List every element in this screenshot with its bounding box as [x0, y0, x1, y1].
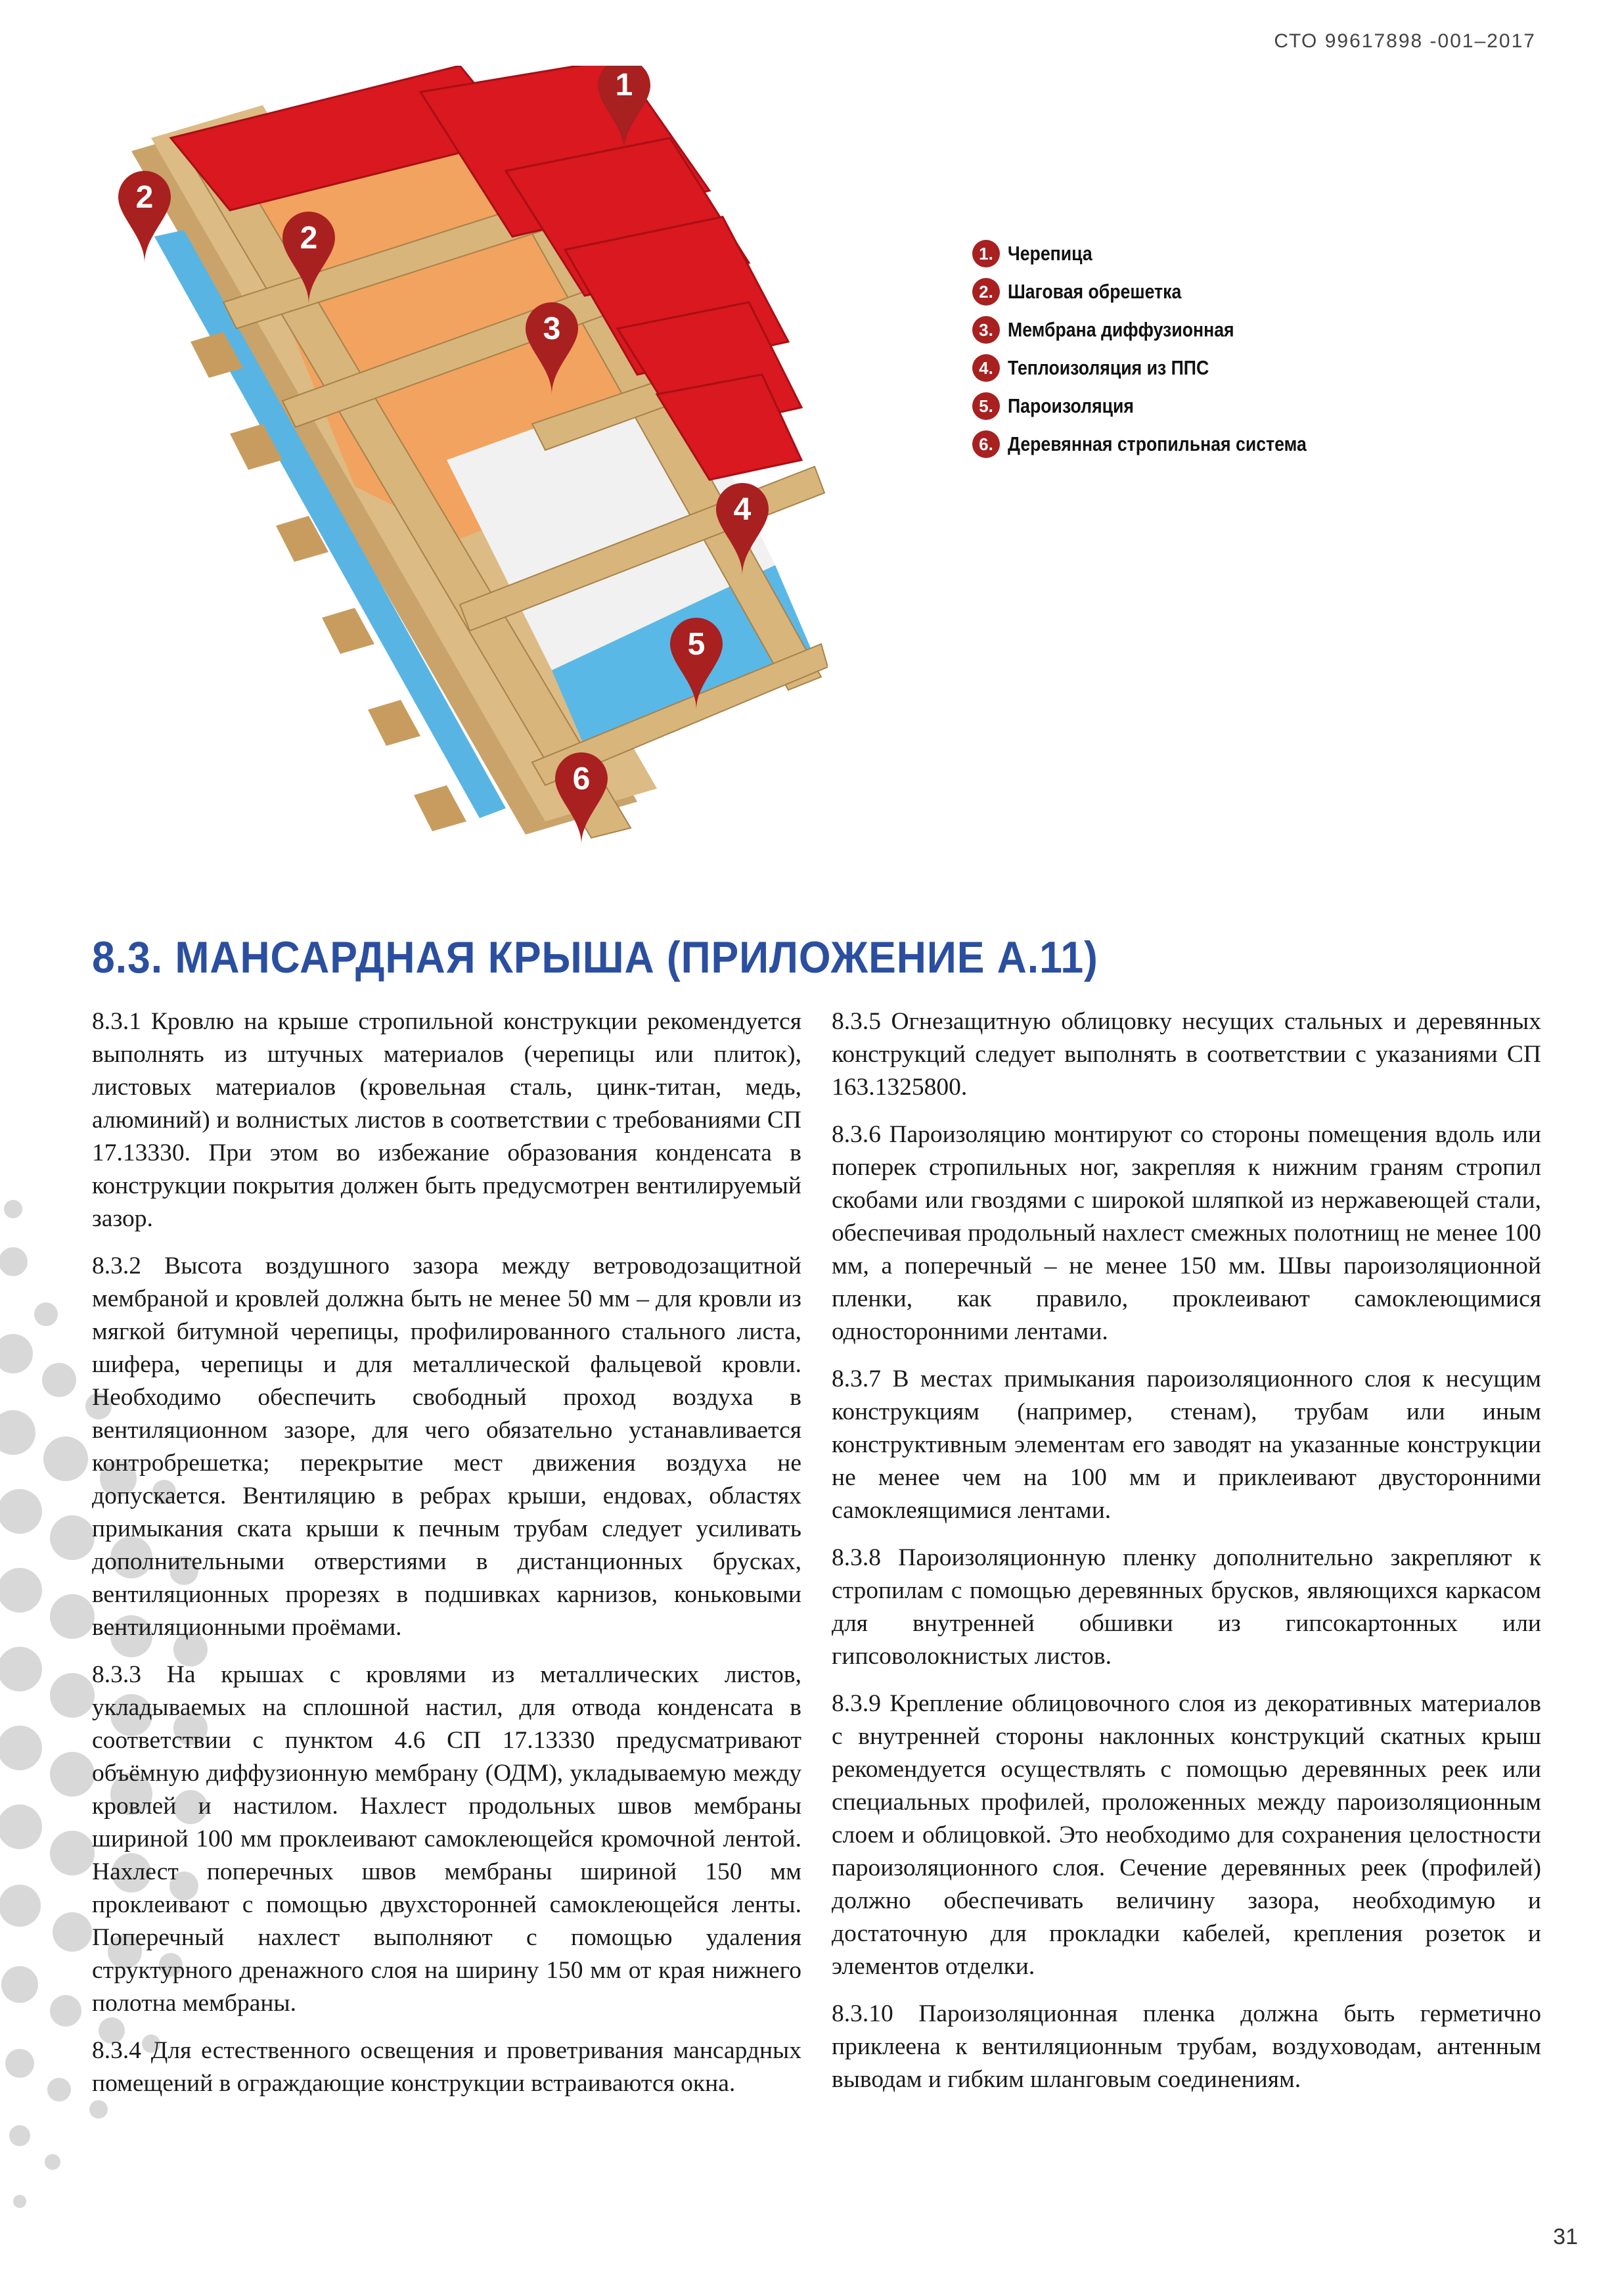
legend: [972, 235, 1355, 463]
paragraph-8-3-6: 8.3.6 Пароизоляцию монтируют со стороны помещения вдоль или поперек стропильных ног, закрепляя к нижним граням стропил скобами или гвоздями с широкой шляпкой из нержавеющей стали, обеспечивая продольный нахлест смежных полотнищ не менее 100 мм, а поперечный – не менее 150 мм. Швы пароизоляционной пленки, как правило, проклеивают самоклеющимися односторонними лентами.: [832, 1121, 1541, 1345]
right-column: [832, 1005, 1541, 2111]
paragraph-8-3-5: 8.3.5 Огнезащитную облицовку несущих стальных и деревянных конструкций следует выполнять в соответствии с указаниями СП 163.1325800.: [832, 1008, 1541, 1101]
legend-number: 2.: [972, 278, 1000, 306]
roof-diagram: [92, 66, 828, 887]
paragraph-8-3-9: 8.3.9 Крепление облицовочного слоя из декоративных материалов с внутренней стороны наклонных конструкций скатных крыш рекомендуется осуществлять с помощью деревянных реек или специальных профилей, проложенных между пароизоляционным слоем и облицовкой. Это необходимо для сохранения целостности пароизоляционного слоя. Сечение деревянных реек (профилей) должно обеспечивать величину зазора, необходимую и достаточную для прокладки кабелей, крепления розеток и элементов отделки.: [832, 1690, 1541, 1980]
legend-number: 4.: [972, 354, 1000, 382]
paragraph-8-3-10: 8.3.10 Пароизоляционная пленка должна быть герметично приклеена к вентиляционным трубам, воздуховодам, антенным выводам и гибким шланговым соединениям.: [832, 2000, 1541, 2093]
legend-number: 6.: [972, 430, 1000, 458]
legend-label: Деревянная стропильная система: [1008, 432, 1307, 455]
marker-3-label: 3: [543, 311, 561, 346]
legend-item: [972, 425, 1355, 463]
section-title: 8.3. МАНСАРДНАЯ КРЫША (ПРИЛОЖЕНИЕ А.11): [92, 932, 1098, 982]
page-number: 31: [1553, 2224, 1578, 2249]
marker-5-label: 5: [687, 627, 706, 662]
legend-label: Черепица: [1008, 242, 1092, 265]
legend-number: 5.: [972, 392, 1000, 420]
legend-item: [972, 349, 1355, 387]
marker-6-label: 6: [572, 762, 591, 796]
paragraph-8-3-7: 8.3.7 В местах примыкания пароизоляционного слоя к несущим конструкциям (например, стенам), трубам или иным конструктивным элементам его заводят на указанные конструкции не менее чем на 100 мм и приклеивают двусторонними самоклеящимися лентами.: [832, 1366, 1541, 1524]
marker-1-label: 1: [615, 68, 633, 103]
legend-label: Шаговая обрешетка: [1008, 280, 1182, 303]
marker-4-label: 4: [733, 492, 752, 527]
legend-number: 1.: [972, 240, 1000, 267]
marker-2-left-label: 2: [135, 180, 154, 215]
left-column: [92, 1005, 801, 2115]
paragraph-8-3-8: 8.3.8 Пароизоляционную пленку дополнительно закрепляют к стропилам с помощью деревянных брусков, являющихся каркасом для внутренней обшивки из гипсокартонных или гипсоволокнистых листов.: [832, 1544, 1541, 1670]
paragraph-8-3-4: 8.3.4 Для естественного освещения и проветривания мансардных помещений в ограждающие конструкции встраиваются окна.: [92, 2037, 801, 2097]
legend-item: [972, 235, 1355, 273]
paragraph-8-3-3: 8.3.3 На крышах с кровлями из металлических листов, укладываемых на сплошной настил, для отвода конденсата в соответствии с пунктом 4.6 СП 17.13330 предусматривают объёмную диффузионную мембрану (ОДМ), укладываемую между кровлей и настилом. Нахлест продольных швов мембраны шириной 100 мм проклеивают самоклеющейся кромочной лентой. Нахлест поперечных швов мембраны шириной 150 мм проклеивают с помощью двухсторонней самоклеющейся ленты. Поперечный нахлест выполняют с помощью удаления структурного дренажного слоя на ширину 150 мм от края нижнего полотна мембраны.: [92, 1661, 801, 2017]
legend-item: [972, 311, 1355, 349]
paragraph-8-3-1: 8.3.1 Кровлю на крыше стропильной конструкции рекомендуется выполнять из штучных материалов (черепицы или плиток), листовых материалов (кровельная сталь, цинк-титан, медь, алюминий) и волнистых листов в соответствии с требованиями СП 17.13330. При этом во избежание образования конденсата в конструкции покрытия должен быть предусмотрен вентилируемый зазор.: [92, 1008, 801, 1232]
legend-number: 3.: [972, 316, 1000, 344]
marker-2-center-label: 2: [300, 221, 318, 256]
legend-label: Мембрана диффузионная: [1008, 318, 1234, 341]
legend-item: [972, 387, 1355, 425]
legend-item: [972, 273, 1355, 311]
legend-label: Пароизоляция: [1008, 394, 1134, 417]
legend-label: Теплоизоляция из ППС: [1008, 356, 1209, 379]
paragraph-8-3-2: 8.3.2 Высота воздушного зазора между ветроводозащитной мембраной и кровлей должна быть не менее 50 мм – для кровли из мягкой битумной черепицы, профилированного стального листа, шифера, черепицы и для металлической фальцевой кровли. Необходимо обеспечить свободный проход воздуха в вентиляционном зазоре, для чего обязательно устанавливается контробрешетка; перекрытие мест движения воздуха не допускается. Вентиляцию в ребрах крыши, ендовах, областях примыкания ската крыши к печным трубам следует усиливать дополнительными отверстиями в дистанционных брусках, вентиляционных прорезях в подшивках карнизов, коньковыми вентиляционными проёмами.: [92, 1252, 801, 1641]
doc-code: СТО 99617898 -001–2017: [1274, 30, 1536, 52]
